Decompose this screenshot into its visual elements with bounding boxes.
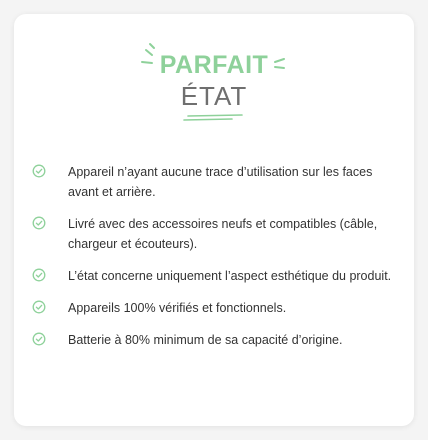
feature-text: L’état concerne uniquement l’aspect esthétique du produit. xyxy=(68,269,392,283)
list-item xyxy=(32,214,402,254)
list-item xyxy=(32,298,402,318)
feature-list xyxy=(32,162,402,362)
title-underline xyxy=(182,114,246,122)
sparkle-right-icon xyxy=(272,56,288,72)
list-item xyxy=(32,162,402,202)
sparkle-left-icon xyxy=(140,42,156,66)
check-circle-icon xyxy=(32,164,46,178)
check-circle-icon xyxy=(32,332,46,346)
title-line-1: PARFAIT xyxy=(159,51,269,79)
feature-text: Livré avec des accessoires neufs et compatibles (câble, chargeur et écouteurs). xyxy=(68,217,378,251)
check-circle-icon xyxy=(32,300,46,314)
check-circle-icon xyxy=(32,268,46,282)
card-title xyxy=(14,50,414,122)
feature-text: Batterie à 80% minimum de sa capacité d’origine. xyxy=(68,333,343,347)
condition-card xyxy=(14,14,414,426)
check-circle-icon xyxy=(32,216,46,230)
feature-text: Appareil n’ayant aucune trace d’utilisation sur les faces avant et arrière. xyxy=(68,165,373,199)
feature-text: Appareils 100% vérifiés et fonctionnels. xyxy=(68,301,287,315)
title-line-2: ÉTAT xyxy=(180,81,248,111)
list-item xyxy=(32,266,402,286)
list-item xyxy=(32,330,402,350)
